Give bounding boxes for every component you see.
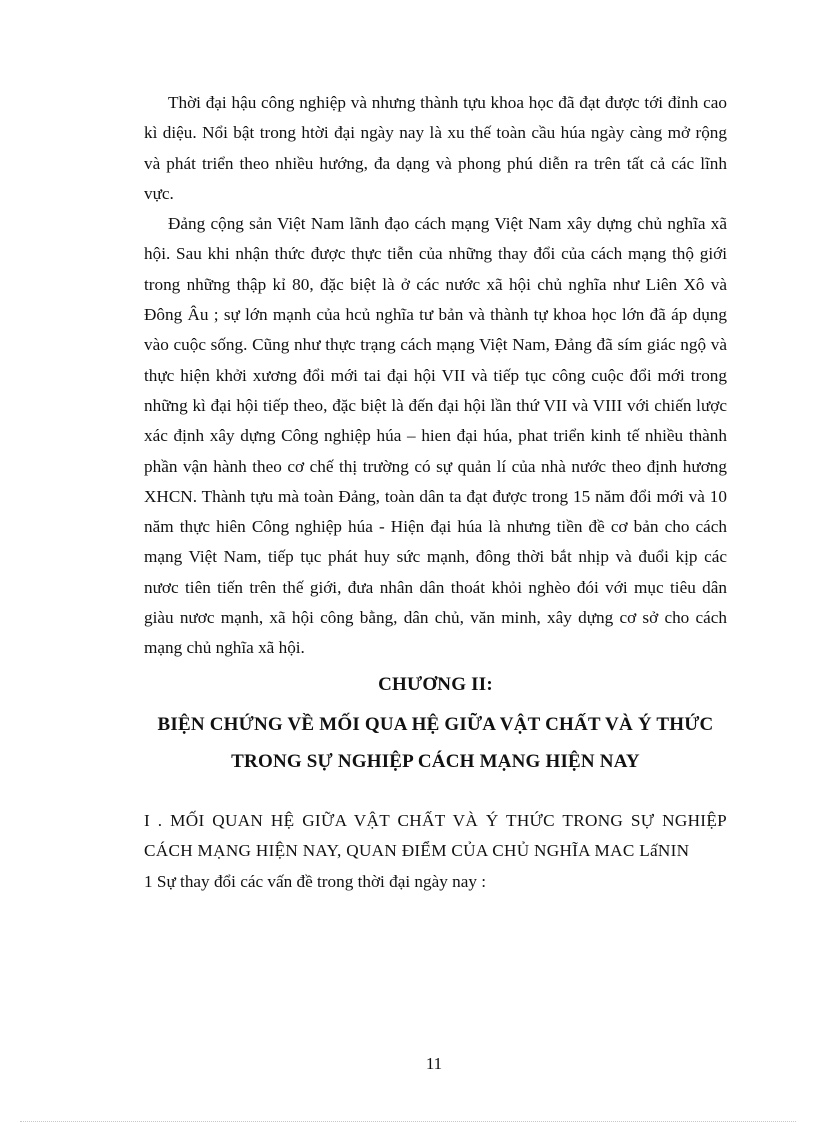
- page-content: [144, 88, 727, 897]
- page-number: 11: [425, 1054, 443, 1073]
- page-border-divider: [20, 1121, 796, 1122]
- body-paragraph-2: Đảng cộng sản Việt Nam lãnh đạo cách mạng Việt Nam xây dựng chủ nghĩa xã hội. Sau khi nhận thức được thực tiễn của những thay đổi của cách mạng thộ giới trong những thập kỉ 80, đặc biệt là ở các nước xã hội chủ nghĩa như Liên Xô và Đông Âu ; sự lớn mạnh của hcủ nghĩa tư bản và thành tự khoa học lớn đã áp dụng vào cuộc sống. Cũng như thực trạng cách mạng Việt Nam, Đảng đã sím giác ngộ và thực hiện khởi xương đổi mới tai đại hội VII và tiếp tục công cuộc đổi mới trong những kì đại hội tiếp theo, đặc biệt là đến đại hội lần thứ VII và VIII với chiến lược xác định xây dựng Công nghiệp húa – hien đại húa, phat triển kinh tế nhiều thành phần vận hành theo cơ chế thị trường có sự quản lí của nhà nước theo định hương XHCN. Thành tựu mà toàn Đảng, toàn dân ta đạt được trong 15 năm đổi mới và 10 năm thực hiên Công nghiệp húa - Hiện đại húa là nhưng tiền đề cơ bản cho cách mạng Việt Nam, tiếp tục phát huy sức mạnh, đông thời bắt nhịp và đuổi kịp các nươc tiên tiến trên thế giới, đưa nhân dân thoát khỏi nghèo đói với mục tiêu dân giàu nươc mạnh, xã hội công bằng, dân chủ, văn minh, xây dựng cơ sở cho cách mạng chủ nghĩa xã hội.: [144, 214, 727, 658]
- chapter-title: BIỆN CHỨNG VỀ MỐI QUA HỆ GIỮA VẬT CHẤT VÀ Ý THỨC TRONG SỰ NGHIỆP CÁCH MẠNG HIỆN NAY: [157, 713, 714, 772]
- chapter-label: CHƯƠNG II:: [378, 673, 493, 695]
- body-paragraph-1: Thời đại hậu công nghiệp và nhưng thành tựu khoa học đã đạt được tới đỉnh cao kì diệu. Nổi bật trong htời đại ngày nay là xu thế toàn cầu húa ngày càng mở rộng và phát triển theo nhiều hướng, đa dạng và phong phú diễn ra trên tất cả các lĩnh vực.: [144, 93, 727, 203]
- section-heading: I . MỐI QUAN HỆ GIỮA VẬT CHẤT VÀ Ý THỨC TRONG SỰ NGHIỆP CÁCH MẠNG HIỆN NAY, QUAN ĐIỂM CỦA CHỦ NGHĨA MAC LấNIN: [144, 810, 727, 861]
- subsection-heading: 1 Sự thay đổi các vấn đề trong thời đại ngày nay :: [144, 871, 487, 891]
